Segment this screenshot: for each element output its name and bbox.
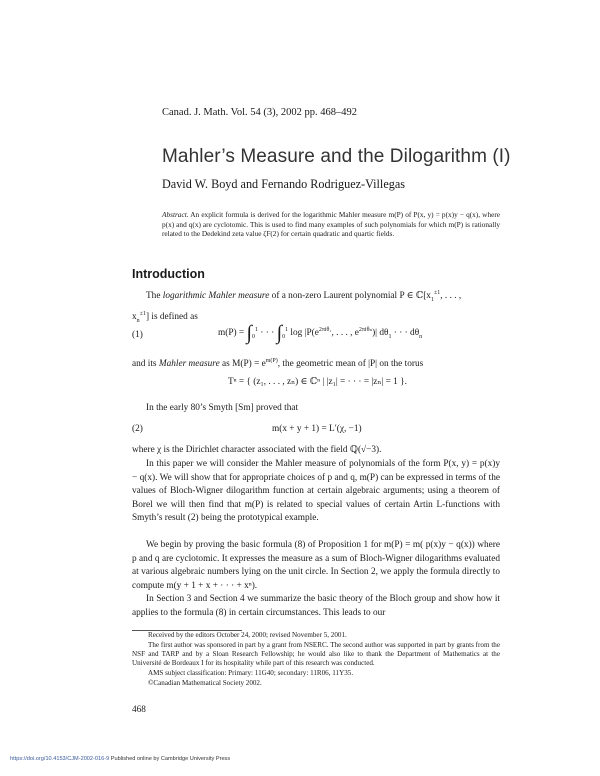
intro-paragraph-2: and its Mahler measure as $M(P) = e^{m(P)}$, the geometric mean of |P| on the torus [132,358,424,370]
intro-paragraph-1: The logarithmic Mahler measure of a non-zero Laurent polynomial P ∈ $ℂ[x_1^{\pm 1}$, . . . , $x_n^{\pm 1}$] is defined as [132,290,462,324]
footnote-ams: AMS subject classification: Primary: 11G40; secondary: 11R06, 11Y35. [148,669,354,677]
footnote-support: The first author was sponsored in part by a grant from NSERC. The second author was supported in part by grants from the NSF and TARP and by a Sloan Research Fellowship; he would also like to thank the Department of Mathematics at the Université de Bordeaux I for its hospitality while part of this research was conducted. [132,641,500,668]
abstract [162,210,500,239]
footer-line [10,756,230,762]
section-heading-introduction: Introduction [132,267,205,281]
page-number: 468 [132,705,146,715]
intro-paragraph-3: In the early 80’s Smyth [Sm] proved that [146,403,299,413]
term-mahler-measure: Mahler measure [158,359,220,370]
intro-paragraph-6: We begin by proving the basic formula (8) of Proposition 1 for m(P) = m( p(x)y − q(x)) where p and q are cyclotomic. It expresses the measure as a sum of Bloch-Wigner dilogarithms evaluated at various algebraic numbers lying on the unit circle. In Section 2, we apply the formula directly to compute m(y + 1 + x + · · · + xⁿ). [132,540,500,591]
intro-paragraph-4: where χ is the Dirichlet character associated with the field ℚ(√−3). [132,445,382,455]
equation-1: $m(P) = \int_0^1$ · · · $\int_0^1$ $\log |P(e^{2\pi i\theta_1}$, . . . , $e^{2\pi i\theta_n})|$ $d\theta_1$ · · · $d\theta_n$ [218,322,423,344]
paper-title: Mahler’s Measure and the Dilogarithm (I) [162,146,511,167]
intro-paragraph-7: In Section 3 and Section 4 we summarize the basic theory of the Bloch group and show how it applies to the formula (8) in certain circumstances. This leads to our [132,594,500,618]
equation-2-number: (2) [132,424,143,434]
equation-2: m(x + y + 1) = L′(χ, −1) [272,424,362,434]
publisher-note: Published online by Cambridge University Press [109,756,231,762]
torus-definition: Tⁿ = { (z₁, . . . , zₙ) ∈ ℂⁿ | |z₁| = · · · = |zₙ| = 1 }. [228,377,407,387]
footnote-received: Received by the editors October 24, 2000; revised November 5, 2001. [148,631,347,639]
paper-authors: David W. Boyd and Fernando Rodriguez-Villegas [162,177,405,191]
intro-paragraph-5: In this paper we will consider the Mahler measure of polynomials of the form P(x, y) = p(x)y − q(x). We will show that for appropriate choices of p and q, m(P) can be expressed in terms of the values of Bloch-Wigner dilogarithm function at certain algebraic arguments; using a theorem of Borel we will then find that m(P) is related to special values of certain Artin L-functions with Smyth’s result (2) being the prototypical example. [132,459,500,524]
abstract-text: An explicit formula is derived for the logarithmic Mahler measure m(P) of P(x, y) = p(x)y − q(x), where p(x) and q(x) are cyclotomic. This is used to find many examples of such polynomials for which m(P) is rationally related to the Dedekind zeta value ζF(2) for certain quadratic and quartic fields. [162,210,500,239]
footnote-copyright: ©Canadian Mathematical Society 2002. [148,679,262,687]
journal-reference: Canad. J. Math. Vol. 54 (3), 2002 pp. 468–492 [162,107,358,118]
equation-1-number: (1) [132,330,143,340]
term-logarithmic-mahler-measure: logarithmic Mahler measure [162,291,270,302]
doi-link[interactable]: https://doi.org/10.4153/CJM-2002-016-9 [10,756,110,762]
abstract-label: Abstract. [162,210,189,219]
